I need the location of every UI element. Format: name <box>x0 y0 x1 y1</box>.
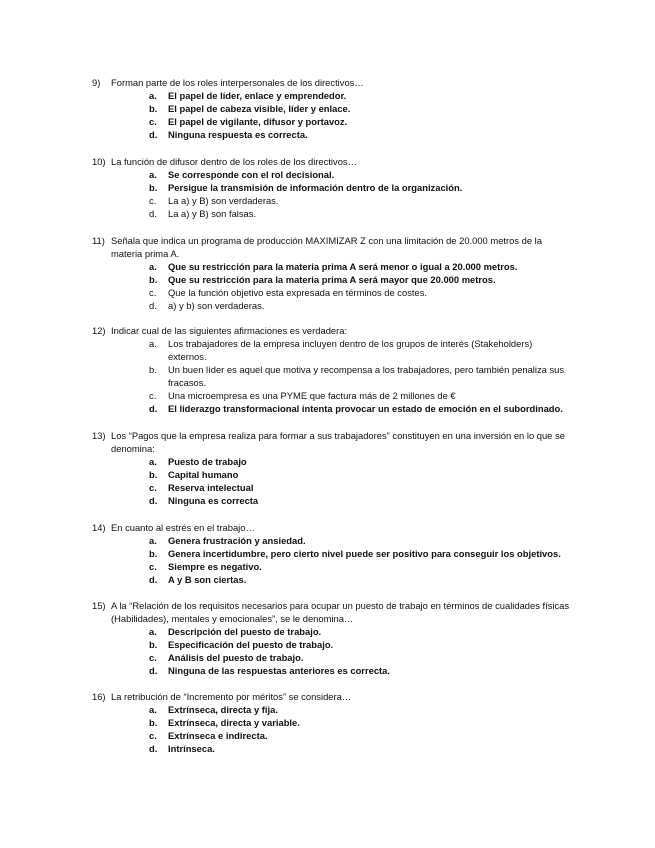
option-letter: b. <box>149 364 157 375</box>
option-c[interactable] <box>149 194 572 207</box>
question-14 <box>92 521 572 586</box>
option-a[interactable] <box>149 89 572 102</box>
option-letter: b. <box>149 548 158 559</box>
answer-options <box>92 337 572 415</box>
answer-options <box>92 625 572 677</box>
answer-options <box>92 455 572 507</box>
question-9 <box>92 76 572 141</box>
option-text: a) y b) son verdaderas. <box>168 300 265 311</box>
option-d[interactable] <box>149 299 572 312</box>
answer-options <box>92 260 572 312</box>
option-c[interactable] <box>149 389 572 402</box>
option-letter: c. <box>149 195 157 206</box>
option-a[interactable] <box>149 260 572 273</box>
option-letter: a. <box>149 338 157 349</box>
option-c[interactable] <box>149 286 572 299</box>
option-letter: d. <box>149 495 158 506</box>
option-d[interactable] <box>149 207 572 220</box>
option-d[interactable] <box>149 494 572 507</box>
option-b[interactable] <box>149 547 572 560</box>
option-letter: c. <box>149 390 157 401</box>
option-letter: c. <box>149 730 157 741</box>
option-letter: d. <box>149 665 158 676</box>
question-number: 9) <box>92 77 101 88</box>
option-c[interactable] <box>149 115 572 128</box>
question-text: A la “Relación de los requisitos necesarios para ocupar un puesto de trabajo en términos de cualidades físicas (Habilidades), mentales y emocionales”, se le denomina… <box>111 600 570 624</box>
answer-options <box>92 168 572 220</box>
option-text: Ninguna es correcta <box>168 495 259 506</box>
question-12 <box>92 324 572 415</box>
question-number: 10) <box>92 156 106 167</box>
option-text: La a) y B) son falsas. <box>168 208 257 219</box>
option-letter: b. <box>149 717 158 728</box>
question-number: 13) <box>92 430 106 441</box>
option-letter: b. <box>149 274 158 285</box>
option-text: Capital humano <box>168 469 239 480</box>
option-text: Extrínseca, directa y fija. <box>168 704 278 715</box>
option-text: Genera frustración y ansiedad. <box>168 535 306 546</box>
option-letter: b. <box>149 469 158 480</box>
option-b[interactable] <box>149 102 572 115</box>
option-text: Descripción del puesto de trabajo. <box>168 626 322 637</box>
option-letter: d. <box>149 743 158 754</box>
option-text: Análisis del puesto de trabajo. <box>168 652 304 663</box>
option-c[interactable] <box>149 481 572 494</box>
option-d[interactable] <box>149 128 572 141</box>
option-text: Una microempresa es una PYME que factura más de 2 millones de € <box>168 390 456 401</box>
option-letter: d. <box>149 129 158 140</box>
question-text: Señala que indica un programa de producción MAXIMIZAR Z con una limitación de 20.000 metros de la materia prima A. <box>111 235 542 259</box>
question-16 <box>92 690 572 755</box>
option-b[interactable] <box>149 363 572 389</box>
option-text: Genera incertidumbre, pero cierto nivel puede ser positivo para conseguir los objetivos. <box>168 548 561 559</box>
option-a[interactable] <box>149 168 572 181</box>
option-letter: c. <box>149 561 157 572</box>
option-text: El papel de líder, enlace y emprendedor. <box>168 90 347 101</box>
option-c[interactable] <box>149 560 572 573</box>
option-letter: c. <box>149 287 157 298</box>
option-letter: a. <box>149 169 157 180</box>
question-11 <box>92 234 572 312</box>
option-text: El papel de cabeza visible, líder y enlace. <box>168 103 351 114</box>
option-text: A y B son ciertas. <box>168 574 247 585</box>
option-b[interactable] <box>149 716 572 729</box>
option-text: Un buen líder es aquel que motiva y recompensa a los trabajadores, pero también penaliza sus fracasos. <box>168 364 565 388</box>
option-letter: d. <box>149 208 157 219</box>
option-b[interactable] <box>149 181 572 194</box>
option-b[interactable] <box>149 468 572 481</box>
question-number: 15) <box>92 600 106 611</box>
option-letter: a. <box>149 261 157 272</box>
question-13 <box>92 429 572 507</box>
option-d[interactable] <box>149 742 572 755</box>
option-letter: c. <box>149 652 157 663</box>
question-text: Forman parte de los roles interpersonales de los directivos… <box>111 77 364 88</box>
question-text: Los “Pagos que la empresa realiza para formar a sus trabajadores” constituyen en una inversión en lo que se denomina: <box>111 430 565 454</box>
option-letter: b. <box>149 182 158 193</box>
option-letter: d. <box>149 403 158 414</box>
option-text: Que su restricción para la materia prima A será mayor que 20.000 metros. <box>168 274 496 285</box>
option-letter: b. <box>149 639 158 650</box>
question-number: 16) <box>92 691 106 702</box>
option-text: La a) y B) son verdaderas. <box>168 195 279 206</box>
option-letter: b. <box>149 103 158 114</box>
option-text: Que la función objetivo esta expresada en términos de costes. <box>168 287 428 298</box>
answer-options <box>92 703 572 755</box>
option-text: Que su restricción para la materia prima A será menor o igual a 20.000 metros. <box>168 261 518 272</box>
option-text: El papel de vigilante, difusor y portavoz. <box>168 116 348 127</box>
option-text: Ninguna respuesta es correcta. <box>168 129 308 140</box>
option-text: Extrínseca, directa y variable. <box>168 717 300 728</box>
option-letter: a. <box>149 456 157 467</box>
question-10 <box>92 155 572 220</box>
option-letter: a. <box>149 90 157 101</box>
option-text: Persigue la transmisión de información dentro de la organización. <box>168 182 463 193</box>
question-number: 11) <box>92 235 105 246</box>
option-c[interactable] <box>149 729 572 742</box>
question-text: La función de difusor dentro de los roles de los directivos… <box>111 156 357 167</box>
option-a[interactable] <box>149 625 572 638</box>
option-text: Se corresponde con el rol decisional. <box>168 169 335 180</box>
option-letter: a. <box>149 704 157 715</box>
question-text: En cuanto al estrés en el trabajo… <box>111 522 255 533</box>
question-15 <box>92 599 572 677</box>
option-a[interactable] <box>149 703 572 716</box>
option-d[interactable] <box>149 573 572 586</box>
option-d[interactable] <box>149 402 572 415</box>
option-text: Puesto de trabajo <box>168 456 247 467</box>
option-text: Ninguna de las respuestas anteriores es correcta. <box>168 665 390 676</box>
question-number: 12) <box>92 325 106 336</box>
option-text: Reserva intelectual <box>168 482 254 493</box>
question-text: La retribución de “Incremento por méritos” se considera… <box>111 691 352 702</box>
question-text: Indicar cual de las siguientes afirmaciones es verdadera: <box>111 325 348 336</box>
option-letter: d. <box>149 574 158 585</box>
option-a[interactable] <box>149 534 572 547</box>
option-text: El liderazgo transformacional intenta provocar un estado de emoción en el subordinado. <box>168 403 563 414</box>
option-b[interactable] <box>149 638 572 651</box>
option-text: Extrínseca e indirecta. <box>168 730 268 741</box>
answer-options <box>92 534 572 586</box>
option-letter: a. <box>149 535 157 546</box>
option-letter: c. <box>149 116 157 127</box>
option-c[interactable] <box>149 651 572 664</box>
option-d[interactable] <box>149 664 572 677</box>
option-a[interactable] <box>149 337 572 363</box>
option-letter: a. <box>149 626 157 637</box>
option-text: Especificación del puesto de trabajo. <box>168 639 334 650</box>
option-letter: d. <box>149 300 157 311</box>
option-letter: c. <box>149 482 157 493</box>
option-text: Siempre es negativo. <box>168 561 262 572</box>
option-text: Los trabajadores de la empresa incluyen dentro de los grupos de interés (Stakeholders) externos. <box>168 338 533 362</box>
answer-options <box>92 89 572 141</box>
question-number: 14) <box>92 522 106 533</box>
option-a[interactable] <box>149 455 572 468</box>
option-text: Intrínseca. <box>168 743 215 754</box>
option-b[interactable] <box>149 273 572 286</box>
